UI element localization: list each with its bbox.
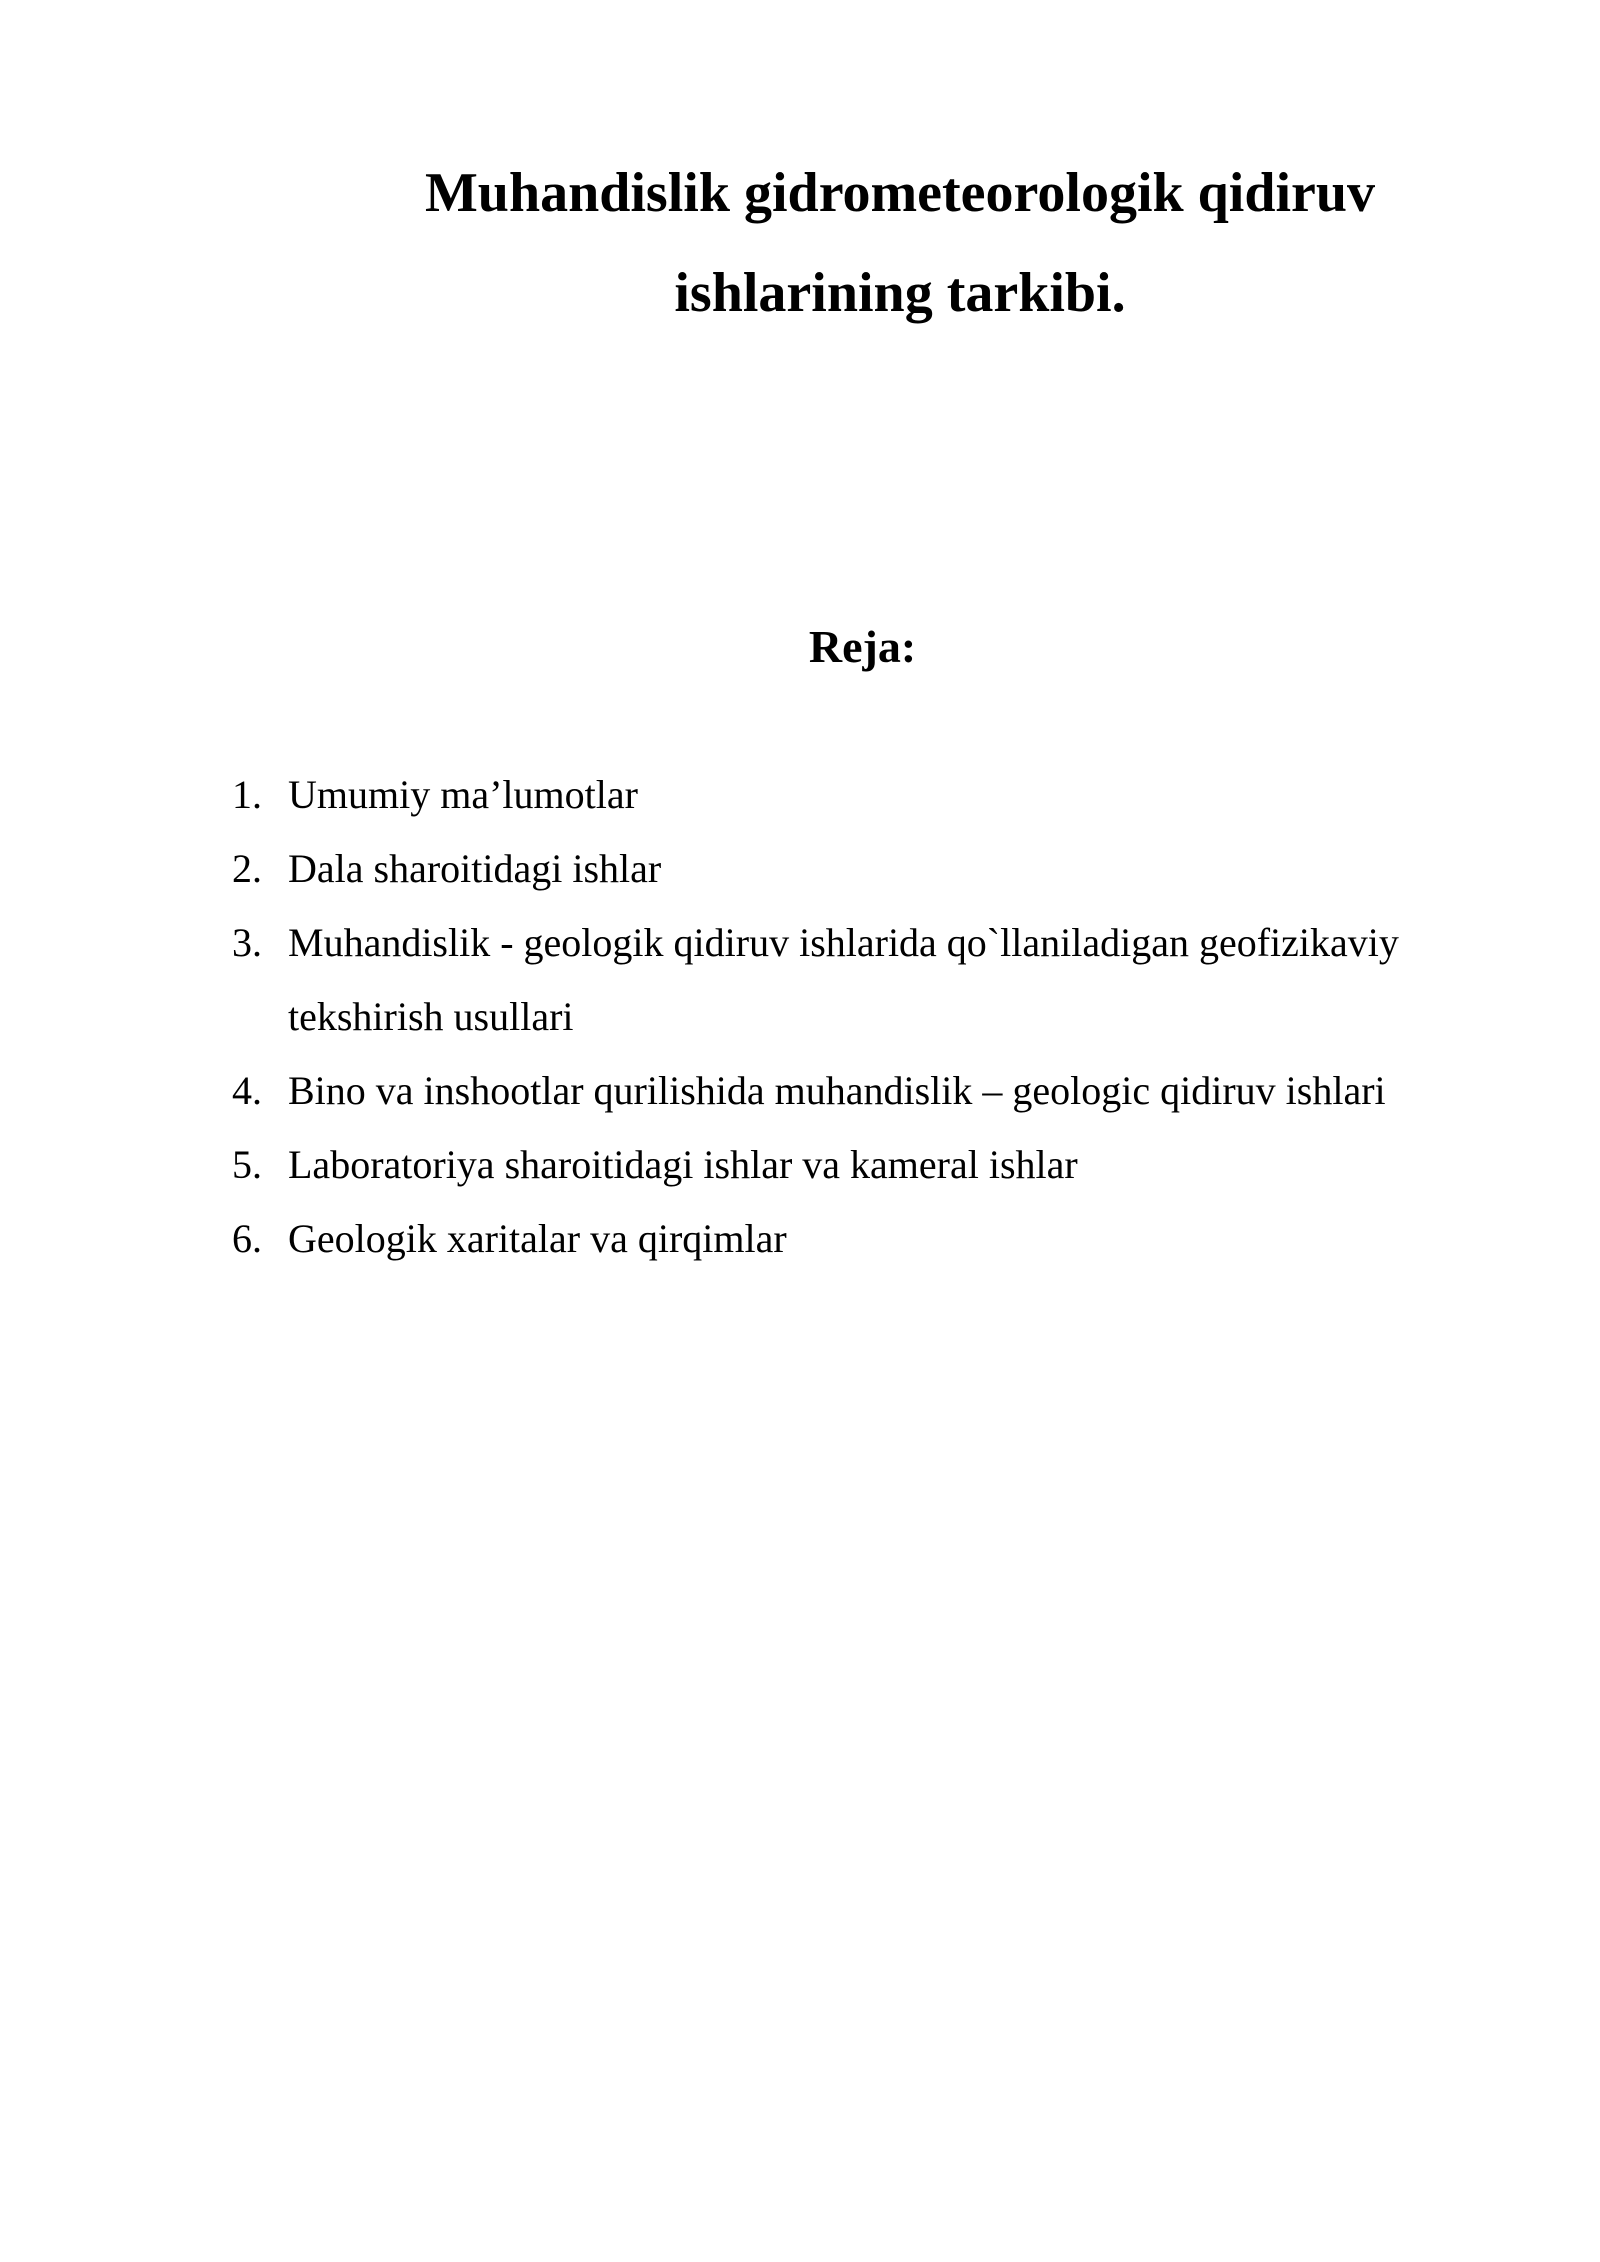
plan-item-text: Muhandislik - geologik qidiruv ishlarida qo`llaniladigan geofizikaviy tekshirish usullari xyxy=(288,920,1399,1039)
document-title-line-1: Muhandislik gidrometeorologik qidiruv xyxy=(424,162,1376,224)
plan-item-number: 5. xyxy=(232,1142,262,1187)
plan-item-number: 1. xyxy=(232,772,262,817)
plan-item-text: Bino va inshootlar qurilishida muhandislik – geologic qidiruv ishlari xyxy=(288,1068,1386,1113)
document-title xyxy=(340,143,1460,343)
plan-item-number: 6. xyxy=(232,1216,262,1261)
plan-item-number: 4. xyxy=(232,1068,262,1113)
plan-item xyxy=(232,906,1532,1054)
plan-list xyxy=(232,758,1532,1276)
plan-item xyxy=(232,832,1532,906)
plan-item xyxy=(232,1054,1532,1128)
plan-item-text: Dala sharoitidagi ishlar xyxy=(288,846,662,891)
plan-item-number: 3. xyxy=(232,920,262,965)
plan-item xyxy=(232,1128,1532,1202)
plan-item-number: 2. xyxy=(232,846,262,891)
plan-heading: Reja: xyxy=(808,621,917,672)
plan-item xyxy=(232,758,1532,832)
plan-item xyxy=(232,1202,1532,1276)
plan-item-text: Laboratoriya sharoitidagi ishlar va kameral ishlar xyxy=(288,1142,1078,1187)
plan-item-text: Umumiy ma’lumotlar xyxy=(288,772,638,817)
plan-item-text: Geologik xaritalar va qirqimlar xyxy=(288,1216,787,1261)
document-title-line-2: ishlarining tarkibi. xyxy=(674,262,1126,324)
